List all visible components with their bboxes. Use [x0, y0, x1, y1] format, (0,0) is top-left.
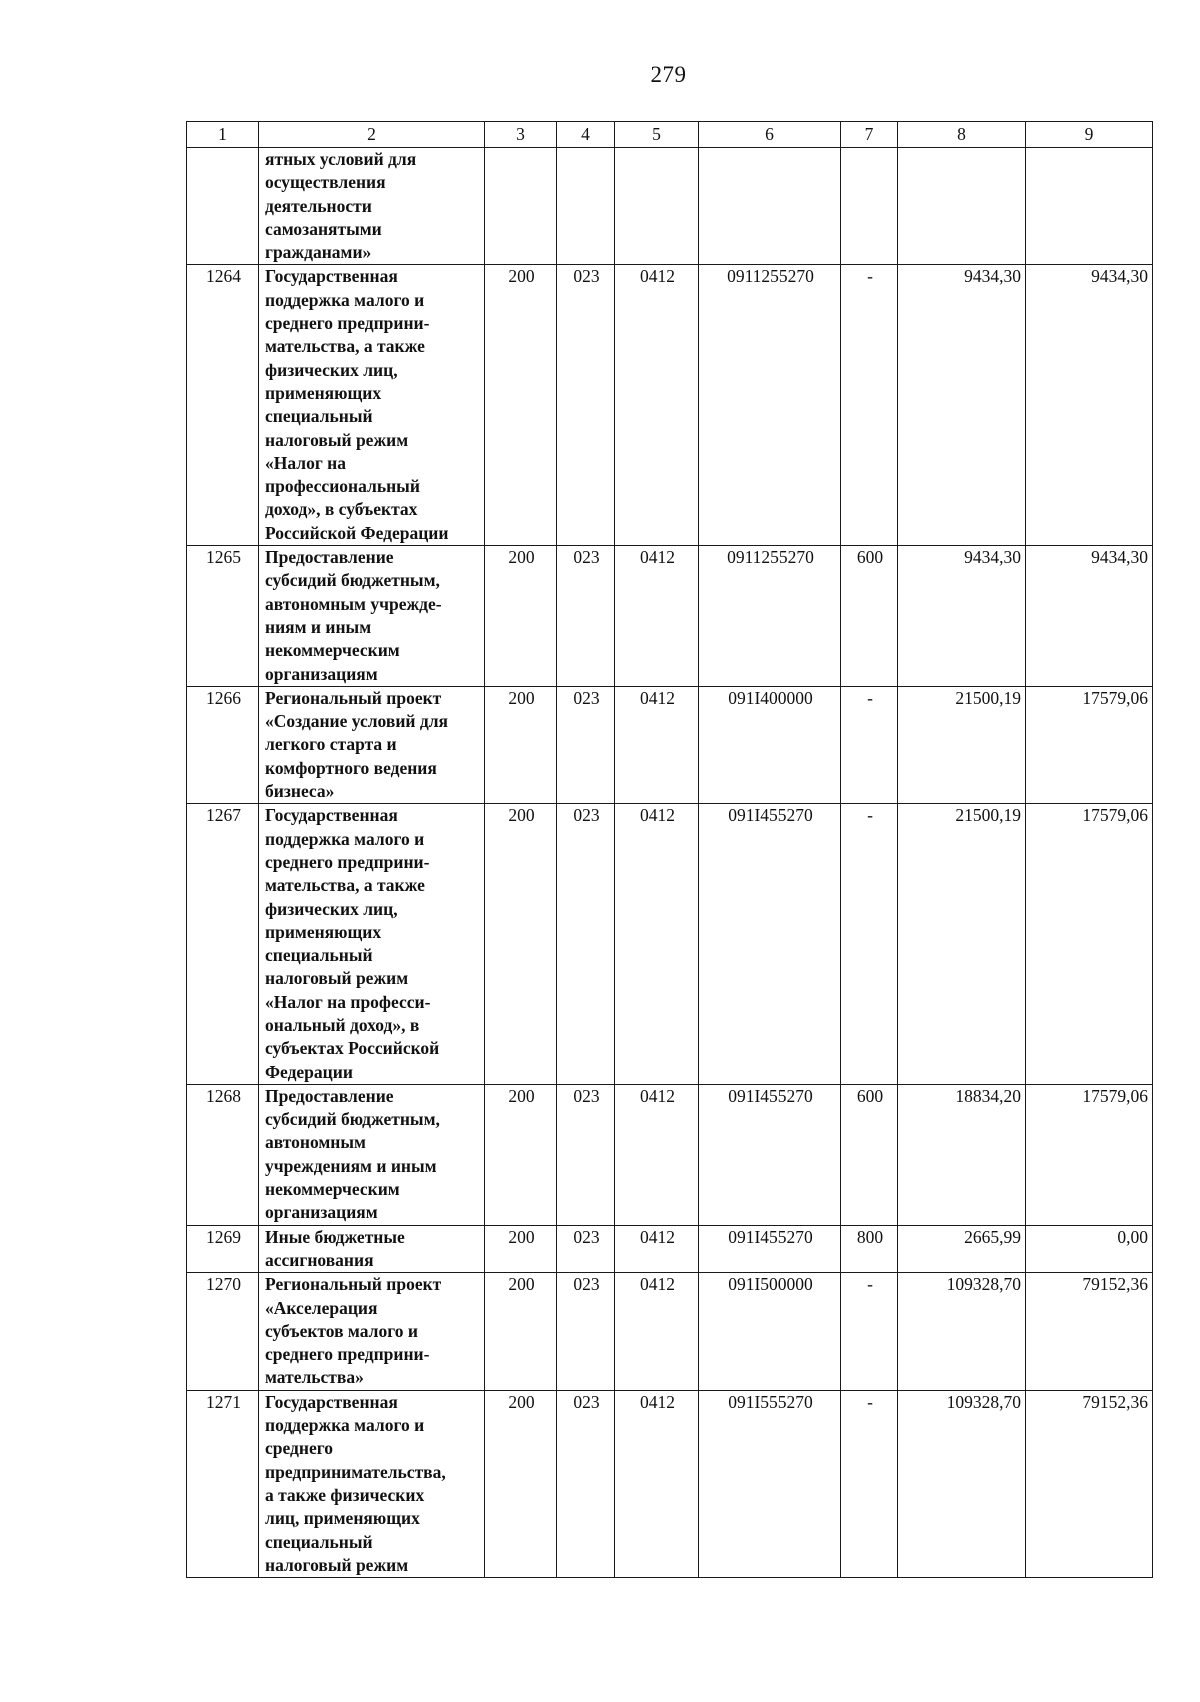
cell-col6: [699, 148, 841, 265]
cell-col8: 109328,70: [898, 1390, 1026, 1577]
column-header: 3: [485, 122, 557, 148]
cell-col5: 0412: [615, 804, 699, 1085]
cell-col6: 091I455270: [699, 1084, 841, 1225]
row-name-text: Государственная поддержка малого и среднего предпринимательства, а также физических лиц, применяющих специальный налоговый режим: [265, 1391, 446, 1575]
cell-col3: 200: [485, 686, 557, 803]
table-row: [187, 1390, 1153, 1577]
cell-col7: -: [841, 686, 898, 803]
cell-col6: 091I400000: [699, 686, 841, 803]
cell-col7: -: [841, 1273, 898, 1390]
cell-col4: 023: [557, 804, 615, 1085]
cell-col6: 091I455270: [699, 804, 841, 1085]
cell-col3: 200: [485, 1084, 557, 1225]
cell-col6: 0911255270: [699, 265, 841, 546]
row-number: 1267: [187, 804, 259, 1085]
cell-col9: 17579,06: [1026, 804, 1153, 1085]
row-name: [259, 804, 485, 1085]
cell-col8: 109328,70: [898, 1273, 1026, 1390]
cell-col7: 800: [841, 1225, 898, 1273]
row-number: 1268: [187, 1084, 259, 1225]
cell-col5: 0412: [615, 546, 699, 687]
cell-col8: 9434,30: [898, 265, 1026, 546]
table-row: [187, 804, 1153, 1085]
cell-col4: 023: [557, 546, 615, 687]
column-header: 5: [615, 122, 699, 148]
cell-col4: [557, 148, 615, 265]
row-name-text: Региональный проект «Акселерация субъектов малого и среднего предприни- мательства»: [265, 1274, 442, 1388]
row-number: 1264: [187, 265, 259, 546]
cell-col7: 600: [841, 1084, 898, 1225]
cell-col6: 091I500000: [699, 1273, 841, 1390]
row-name-text: ятных условий для осуществления деятельности самозанятыми гражданами»: [265, 149, 417, 263]
cell-col4: 023: [557, 1225, 615, 1273]
cell-col9: 79152,36: [1026, 1390, 1153, 1577]
cell-col8: 2665,99: [898, 1225, 1026, 1273]
row-number: 1266: [187, 686, 259, 803]
cell-col8: 21500,19: [898, 804, 1026, 1085]
cell-col9: [1026, 148, 1153, 265]
cell-col9: 0,00: [1026, 1225, 1153, 1273]
table-row: [187, 148, 1153, 265]
cell-col3: [485, 148, 557, 265]
row-name: [259, 1390, 485, 1577]
column-header: 7: [841, 122, 898, 148]
cell-col7: -: [841, 804, 898, 1085]
cell-col4: 023: [557, 686, 615, 803]
cell-col4: 023: [557, 1390, 615, 1577]
row-name: [259, 546, 485, 687]
cell-col7: -: [841, 265, 898, 546]
table-header-row: [187, 122, 1153, 148]
cell-col8: 9434,30: [898, 546, 1026, 687]
table-row: [187, 686, 1153, 803]
column-header: 2: [259, 122, 485, 148]
row-number: 1265: [187, 546, 259, 687]
table-row: [187, 265, 1153, 546]
row-name-text: Предоставление субсидий бюджетным, автономным учрежде- ниям и иным некоммерческим организациям: [265, 547, 442, 684]
cell-col3: 200: [485, 1225, 557, 1273]
cell-col3: 200: [485, 265, 557, 546]
column-header: 6: [699, 122, 841, 148]
cell-col4: 023: [557, 265, 615, 546]
column-header: 9: [1026, 122, 1153, 148]
table-body: [187, 148, 1153, 1578]
row-name: [259, 148, 485, 265]
row-name-text: Государственная поддержка малого и среднего предприни- мательства, а также физических лиц, применяющих специальный налоговый режим «Налог на професси- ональный доход», в субъектах Российской Федерации: [265, 805, 440, 1082]
row-name: [259, 686, 485, 803]
column-header: 4: [557, 122, 615, 148]
cell-col6: 091I455270: [699, 1225, 841, 1273]
cell-col7: [841, 148, 898, 265]
row-name-text: Региональный проект «Создание условий для легкого старта и комфортного ведения бизнеса»: [265, 687, 449, 802]
cell-col5: [615, 148, 699, 265]
table-row: [187, 546, 1153, 687]
row-name: [259, 1273, 485, 1390]
column-header: 1: [187, 122, 259, 148]
cell-col3: 200: [485, 546, 557, 687]
cell-col5: 0412: [615, 1084, 699, 1225]
cell-col4: 023: [557, 1084, 615, 1225]
cell-col4: 023: [557, 1273, 615, 1390]
row-number: [187, 148, 259, 265]
cell-col6: 0911255270: [699, 546, 841, 687]
cell-col5: 0412: [615, 1273, 699, 1390]
cell-col5: 0412: [615, 1225, 699, 1273]
row-name-text: Предоставление субсидий бюджетным, автономным учреждениям и иным некоммерческим организациям: [265, 1085, 440, 1223]
cell-col7: 600: [841, 546, 898, 687]
row-name: [259, 1084, 485, 1225]
cell-col8: [898, 148, 1026, 265]
cell-col9: 9434,30: [1026, 265, 1153, 546]
cell-col8: 21500,19: [898, 686, 1026, 803]
cell-col3: 200: [485, 1273, 557, 1390]
cell-col6: 091I555270: [699, 1390, 841, 1577]
row-number: 1270: [187, 1273, 259, 1390]
table-row: [187, 1225, 1153, 1273]
table-row: [187, 1273, 1153, 1390]
column-header: 8: [898, 122, 1026, 148]
row-name-text: Государственная поддержка малого и среднего предприни- мательства, а также физических лиц, применяющих специальный налоговый режим «Налог на профессиональный доход», в субъектах Российской Федерации: [265, 266, 449, 543]
row-name-text: Иные бюджетные ассигнования: [265, 1226, 405, 1270]
row-number: 1271: [187, 1390, 259, 1577]
cell-col8: 18834,20: [898, 1084, 1026, 1225]
row-name: [259, 265, 485, 546]
cell-col9: 17579,06: [1026, 686, 1153, 803]
cell-col7: -: [841, 1390, 898, 1577]
cell-col5: 0412: [615, 265, 699, 546]
cell-col9: 17579,06: [1026, 1084, 1153, 1225]
table-row: [187, 1084, 1153, 1225]
cell-col5: 0412: [615, 686, 699, 803]
cell-col3: 200: [485, 1390, 557, 1577]
row-number: 1269: [187, 1225, 259, 1273]
cell-col3: 200: [485, 804, 557, 1085]
cell-col9: 79152,36: [1026, 1273, 1153, 1390]
budget-table: [186, 121, 1153, 1578]
cell-col5: 0412: [615, 1390, 699, 1577]
row-name: [259, 1225, 485, 1273]
cell-col9: 9434,30: [1026, 546, 1153, 687]
page-number: 279: [650, 62, 687, 87]
